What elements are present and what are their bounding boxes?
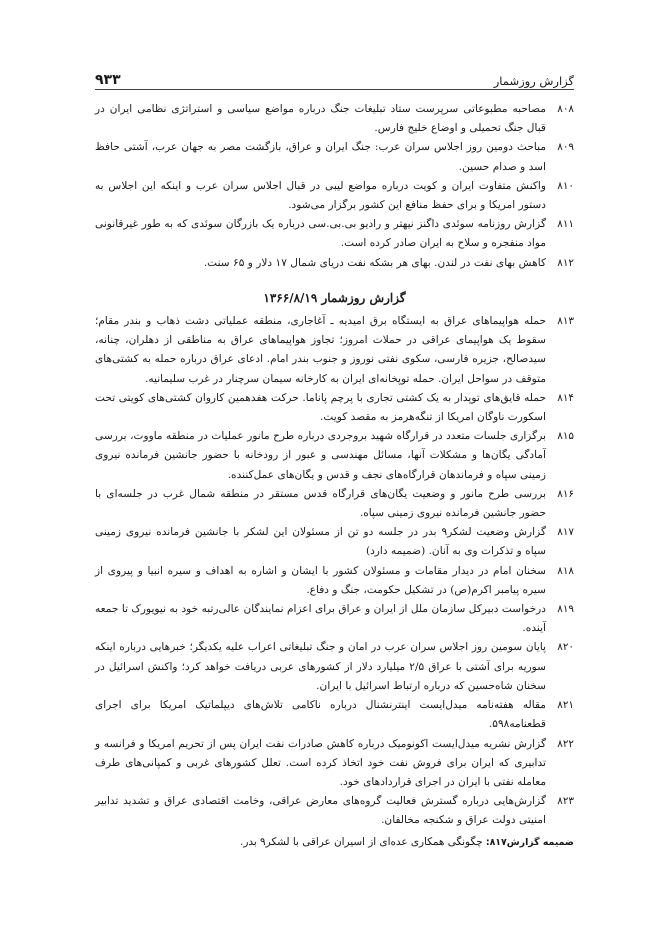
entry-number: ۸۱۳ xyxy=(557,315,574,328)
entry-text: گزارش روزنامه سوئدی داگنز نیهتر و رادیو بی.بی.سی درباره یک بازرگان سوئدی که به طور غیرقانونی مواد منفجره و سلاح به ایران صادر کرده است. xyxy=(95,218,546,250)
entry-text: کاهش بهای نفت در لندن. بهای هر بشکه نفت دریای شمال ۱۷ دلار و ۶۵ سنت. xyxy=(203,256,546,269)
entry-number: ۸۱۰ xyxy=(557,179,574,192)
entry-list-1 xyxy=(95,100,574,273)
running-title: گزارش روزشمار xyxy=(493,74,574,88)
entry-number: ۸۱۴ xyxy=(557,391,574,404)
list-item xyxy=(95,696,574,734)
document-body xyxy=(95,100,574,852)
entry-text: مقاله هفته‌نامه میدل‌ایست اینترنشنال درباره ناکامی تلاش‌های دیپلماتیک امریکا برای اجرای قطعنامه۵۹۸. xyxy=(95,699,546,731)
page-number: ۹۳۳ xyxy=(95,72,121,88)
list-item xyxy=(95,427,574,485)
list-item xyxy=(95,177,574,215)
entry-text: مباحث دومین روز اجلاس سران عرب: جنگ ایران و عراق، بازگشت مصر به جهان عرب، آشتی حافظ اسد و صدام حسین. xyxy=(95,141,546,173)
entry-text: گزارش وضعیت لشکر۹ بدر در جلسه دو تن از مسئولان این لشکر با جانشین فرمانده نیروی زمینی سپاه و تذکرات وی به آنان. (ضمیمه دارد) xyxy=(95,526,546,558)
list-item xyxy=(95,523,574,561)
entry-number: ۸۱۷ xyxy=(557,526,574,539)
entry-text: بررسی طرح مانور و وضعیت یگان‌های قرارگاه قدس مستقر در منطقه شمال غرب در جلسه‌ای با حضور جانشین فرمانده نیروی زمینی سپاه. xyxy=(95,487,546,520)
entry-text: حمله قایق‌های توپدار به یک کشتی تجاری با پرچم پاناما. حرکت هفدهمین کاروان کشتی‌های کویتی تحت اسکورت ناوگان امریکا از تنگه‌هرمز به مقصد کویت. xyxy=(95,391,546,424)
entry-number: ۸۲۰ xyxy=(557,641,574,654)
appendix-label: ضمیمه گزارش۸۱۷: xyxy=(485,836,574,848)
appendix-text: چگونگی همکاری عده‌ای از اسیران عراقی با لشکر۹ بدر. xyxy=(240,835,486,848)
entry-number: ۸۱۵ xyxy=(557,430,574,443)
entry-text: گزارش‌هایی درباره گسترش فعالیت گروه‌های معارض عراقی، وخامت اقتصادی عراق و تشدید تدابیر امنیتی دولت عراق و شکنجه مخالفان. xyxy=(95,795,546,827)
list-item xyxy=(95,100,574,138)
entry-number: ۸۲۳ xyxy=(557,795,574,808)
entry-list-2 xyxy=(95,312,574,830)
entry-number: ۸۱۸ xyxy=(557,564,574,577)
list-item xyxy=(95,138,574,176)
entry-text: گزارش نشریه میدل‌ایست اکونومیک درباره کاهش صادرات نفت ایران پس از تحریم امریکا و فرانسه و تدابیری که ایران برای فروش نفت خود اتخاذ کرده است. تعلل کشورهای غربی و کمپانی‌های طرف معامله نفتی با ایران در اجرای قراردادهای خود. xyxy=(95,737,546,788)
entry-number: ۸۲۲ xyxy=(557,737,574,750)
header-rule xyxy=(95,89,574,90)
entry-text: پایان سومین روز اجلاس سران عرب در امان و جنگ تبلیغاتی اعراب علیه یکدیگر؛ خبرهایی درباره اینکه سوریه برای آشتی با عراق ۲/۵ میلیارد دلار از کشورهای عربی دریافت خواهد کرد؛ واکنش اسرائیل در سخنان شاه‌حسین که درباره ارتباط اسرائیل با ایران. xyxy=(95,641,546,692)
entry-text: درخواست دبیرکل سازمان ملل از ایران و عراق برای اعزام نمایندگان عالی‌رتبه خود به نیویورک تا جمعه آینده. xyxy=(95,603,546,635)
list-item xyxy=(95,735,574,793)
entry-number: ۸۰۸ xyxy=(557,103,574,115)
entry-text: مصاحبه مطبوعاتی سرپرست ستاد تبلیغات جنگ درباره مواضع سیاسی و استراتژی نظامی ایران در قبال جنگ تحمیلی و اوضاع خلیج فارس. xyxy=(95,103,546,135)
list-item xyxy=(95,792,574,830)
entry-text: حمله هواپیماهای عراق به ایستگاه برق امیدیه ـ آغاجاری، منطقه عملیاتی دشت ذهاب و بندر مقام؛ سقوط یک هواپیمای عراقی در حملات امروز؛ تجاوز هواپیماهای عراق به مناطقی از دهلران، چنانه، سیدصالح، جزیره فارسی، سکوی نفتی نوروز و جنوب بندر امام. ادعای عراق درباره حمله به کشتی‌های متوقف در سواحل ایران. حمله توپخانه‌ای ایران به کارخانه سیمان سرچنار در غرب سلیمانیه. xyxy=(95,315,546,385)
list-item xyxy=(95,254,574,273)
appendix-note xyxy=(95,833,574,852)
entry-number: ۸۱۶ xyxy=(557,487,574,500)
entry-number: ۸۱۱ xyxy=(557,218,574,231)
entry-number: ۸۲۱ xyxy=(557,699,574,712)
entry-text: سخنان امام در دیدار مقامات و مسئولان کشور با ایشان و اشاره به اهداف و سیره انبیا و پیروی از سیره پیامبر اکرم(ص) در تشکیل حکومت، جنگ و دفاع. xyxy=(95,564,546,596)
list-item xyxy=(95,215,574,253)
list-item xyxy=(95,562,574,600)
list-item xyxy=(95,638,574,696)
list-item xyxy=(95,600,574,638)
entry-text: برگزاری جلسات متعدد در قرارگاه شهید بروجردی درباره طرح مانور عملیات در منطقه ماووت، بررسی آمادگی یگان‌ها و مشکلات آنها، مسائل مهندسی و عبور از رودخانه با حضور جانشین فرمانده نیروی زمینی سپاه و فرماندهان قرارگاه‌های نجف و قدس و یگان‌های عمل‌کننده. xyxy=(95,430,546,481)
entry-number: ۸۰۹ xyxy=(557,141,574,154)
running-head xyxy=(95,66,574,88)
list-item xyxy=(95,485,574,523)
entry-number: ۸۱۹ xyxy=(557,603,574,616)
list-item xyxy=(95,389,574,427)
section-title: گزارش روزشمار ۱۳۶۶/۸/۱۹ xyxy=(263,290,406,305)
list-item xyxy=(95,312,574,389)
entry-number: ۸۱۲ xyxy=(557,256,574,269)
entry-text: واکنش متفاوت ایران و کویت درباره مواضع لیبی در قبال اجلاس سران عرب و اینکه این اجلاس به دستور امریکا و برای حفظ منافع این کشور برگزار می‌شود. xyxy=(95,179,546,212)
